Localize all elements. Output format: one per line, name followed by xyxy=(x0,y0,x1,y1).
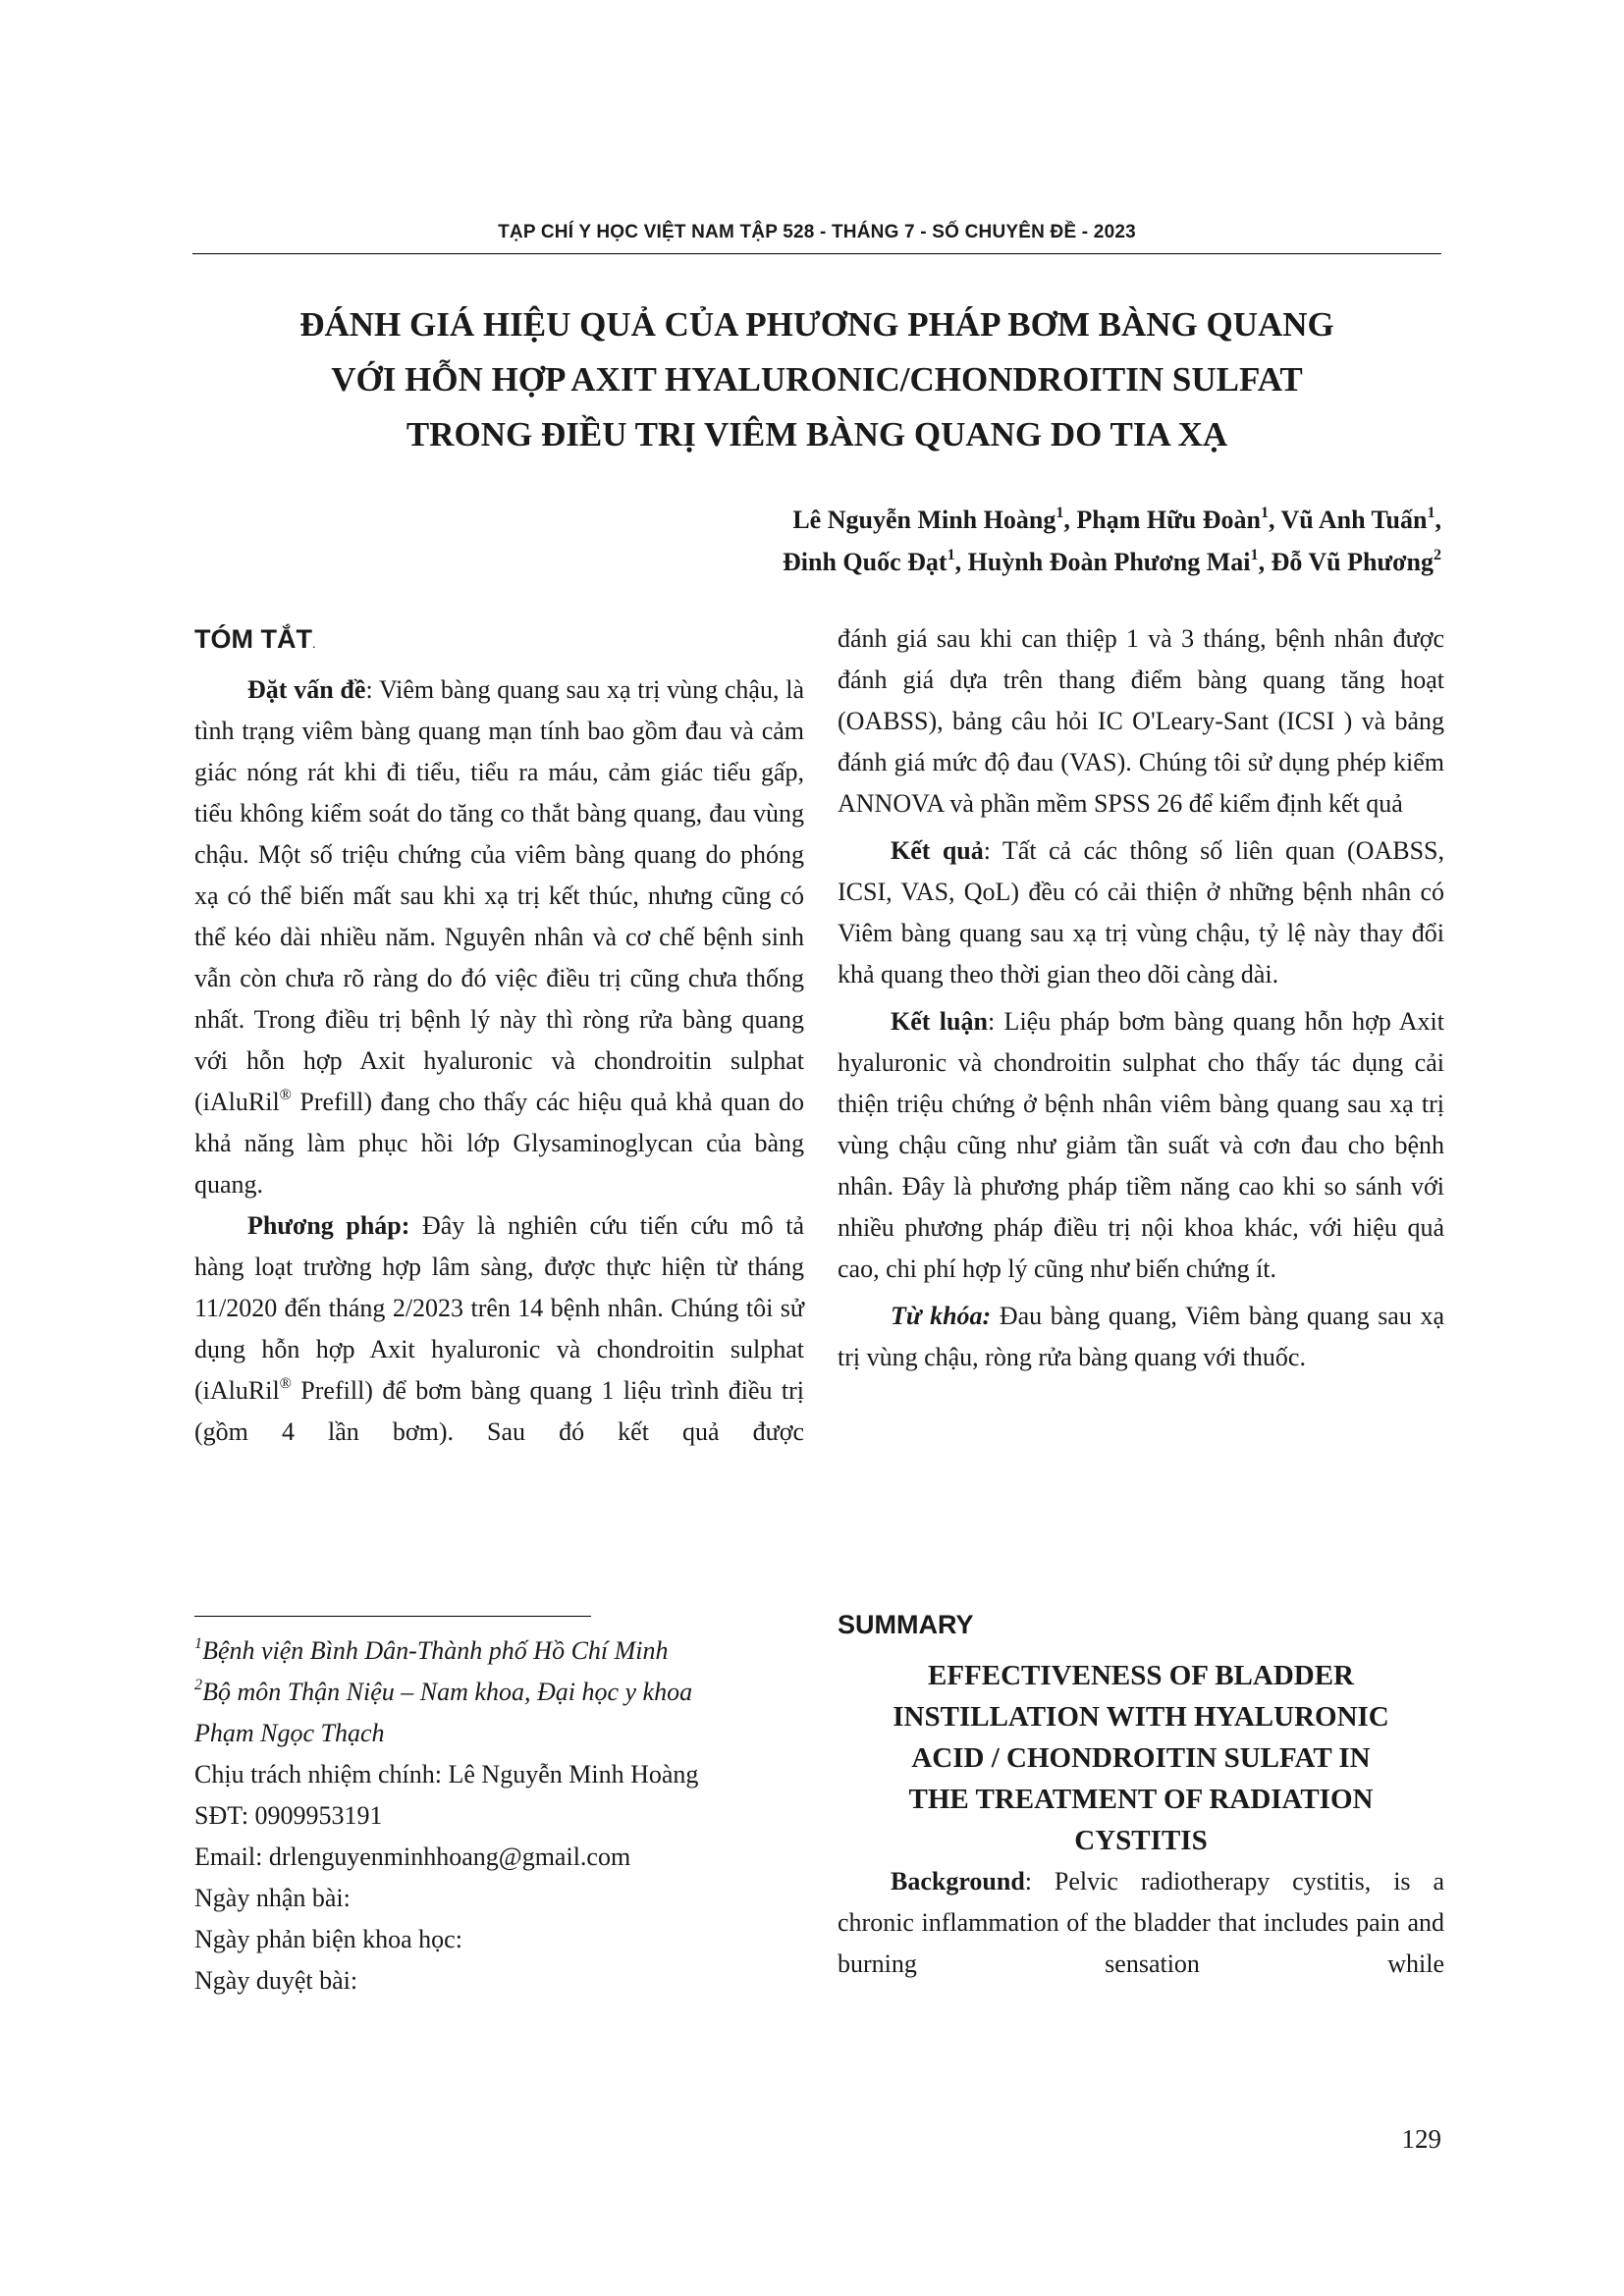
date-received: Ngày nhận bài: xyxy=(194,1884,351,1912)
affiliation-2 xyxy=(194,1672,804,1713)
author-separator: , xyxy=(954,548,968,576)
affiliation-marker: 1 xyxy=(194,1634,203,1652)
affiliation-text: Bộ môn Thận Niệu – Nam khoa, Đại học y khoa xyxy=(202,1678,693,1706)
author-name: Phạm Hữu Đoàn xyxy=(1076,506,1261,534)
author-line-2 xyxy=(783,541,1441,583)
author-list xyxy=(783,499,1441,583)
header-rule xyxy=(192,253,1441,254)
abstract-results xyxy=(838,830,1444,995)
results-label: Kết quả xyxy=(891,836,984,865)
article-title xyxy=(192,297,1441,462)
affiliation-marker: 1 xyxy=(1427,504,1435,521)
methods-text: Đây là nghiên cứu tiến cứu mô tả hàng loạt trường hợp lâm sàng, được thực hiện từ tháng 11/2020 đến tháng 2/2023 trên 14 bệnh nhân. Chúng tôi sử dụng hỗn hợp Axit hyaluronic và chondroitin sulphat (iAluRil xyxy=(194,1211,804,1405)
date-accepted: Ngày duyệt bài: xyxy=(194,1966,358,1995)
author-separator: , xyxy=(1258,548,1272,576)
title-line-2: VỚI HỖN HỢP AXIT HYALURONIC/CHONDROITIN SULFAT xyxy=(331,360,1303,399)
title-line-3: TRONG ĐIỀU TRỊ VIÊM BÀNG QUANG DO TIA XẠ xyxy=(406,415,1228,454)
summary-title-line: ACID / CHONDROITIN SULFAT IN xyxy=(911,1742,1371,1774)
affiliation-marker: 1 xyxy=(1056,504,1064,521)
abstract-heading: TÓM TẮT xyxy=(194,624,312,654)
affiliation-marker: 1 xyxy=(947,546,955,563)
summary-background xyxy=(838,1861,1444,1985)
author-separator: , xyxy=(1063,506,1077,534)
registered-mark: ® xyxy=(279,1086,292,1103)
summary-title-line: THE TREATMENT OF RADIATION xyxy=(908,1784,1374,1815)
author-name: Đỗ Vũ Phương xyxy=(1271,548,1434,576)
affiliation-1 xyxy=(194,1630,804,1672)
left-column xyxy=(194,618,804,1453)
keywords-text: Đau bàng quang, Viêm bàng quang sau xạ trị vùng chậu, ròng rửa bàng quang với thuốc. xyxy=(838,1302,1444,1371)
phone: SĐT: 0909953191 xyxy=(194,1801,383,1830)
affiliation-2-cont: Phạm Ngọc Thạch xyxy=(194,1719,385,1747)
affiliation-marker: 2 xyxy=(194,1676,203,1693)
affiliation-marker: 2 xyxy=(1433,546,1441,563)
corresponding-author: Chịu trách nhiệm chính: Lê Nguyễn Minh Hoàng xyxy=(194,1760,699,1789)
affiliation-text: Bệnh viện Bình Dân-Thành phố Hồ Chí Minh xyxy=(202,1636,669,1665)
summary-background-text: : Pelvic radiotherapy cystitis, is a chronic inflammation of the bladder that includes pain and burning sensation while xyxy=(838,1867,1444,1978)
summary-title-line: INSTILLATION WITH HYALURONIC xyxy=(893,1701,1389,1733)
journal-running-header: TẠP CHÍ Y HỌC VIỆT NAM TẬP 528 - THÁNG 7 - SỐ CHUYÊN ĐỀ - 2023 xyxy=(498,222,1136,242)
abstract-methods xyxy=(194,1205,804,1453)
abstract-heading-line xyxy=(194,618,804,666)
abstract-keywords xyxy=(838,1296,1444,1378)
author-name: Huỳnh Đoàn Phương Mai xyxy=(967,548,1251,576)
summary-title-line: CYSTITIS xyxy=(1074,1825,1208,1856)
author-name: Vũ Anh Tuấn xyxy=(1280,506,1428,534)
author-separator: , xyxy=(1435,506,1441,534)
abstract-methods-continued: đánh giá sau khi can thiệp 1 và 3 tháng, bệnh nhân được đánh giá dựa trên thang điểm bàng quang tăng hoạt (OABSS), bảng câu hỏi IC O'Leary-Sant (ICSI ) và bảng đánh giá mức độ đau (VAS). Chúng tôi sử dụng phép kiểm ANNOVA và phần mềm SPSS 26 để kiểm định kết quả xyxy=(838,624,1444,818)
methods-text-cont: Prefill) để bơm bàng quang 1 liệu trình điều trị (gồm 4 lần bơm). Sau đó kết quả được xyxy=(194,1376,804,1446)
abstract-conclusion xyxy=(838,1001,1444,1290)
summary-body xyxy=(838,1861,1444,1985)
summary-heading: SUMMARY xyxy=(838,1610,974,1639)
conclusion-label: Kết luận xyxy=(891,1007,988,1036)
abstract-background xyxy=(194,669,804,1205)
right-column xyxy=(838,618,1444,1378)
methods-label: Phương pháp: xyxy=(247,1211,410,1240)
author-separator: , xyxy=(1269,506,1281,534)
summary-title xyxy=(838,1655,1444,1861)
conclusion-text: : Liệu pháp bơm bàng quang hỗn hợp Axit hyaluronic và chondroitin sulphat cho thấy tác dụng cải thiện triệu chứng ở bệnh nhân viêm bàng quang sau xạ trị vùng chậu cũng như giảm tần suất và cơn đau cho bệnh nhân. Đây là phương pháp tiềm năng cao khi so sánh với nhiều phương pháp điều trị nội khoa khác, với hiệu quả cao, chi phí hợp lý cũng như biến chứng ít. xyxy=(838,1007,1444,1283)
registered-mark: ® xyxy=(279,1374,292,1392)
background-text-cont: Prefill) đang cho thấy các hiệu quả khả quan do khả năng làm phục hồi lớp Glysaminoglycan của bàng quang. xyxy=(194,1088,804,1199)
footnote-rule xyxy=(194,1616,591,1617)
keywords-label: Từ khóa: xyxy=(891,1302,992,1330)
summary-title-line: EFFECTIVENESS OF BLADDER xyxy=(927,1660,1354,1691)
summary-background-label: Background xyxy=(891,1867,1025,1896)
author-name: Đinh Quốc Đạt xyxy=(782,548,947,576)
background-label: Đặt vấn đề xyxy=(247,675,366,704)
results-text: : Tất cả các thông số liên quan (OABSS, ICSI, VAS, QoL) đều có cải thiện ở những bệnh nhân có Viêm bàng quang sau xạ trị vùng chậu, tỷ lệ này thay đổi khả quang theo thời gian theo dõi càng dài. xyxy=(838,836,1444,988)
date-reviewed: Ngày phản biện khoa học: xyxy=(194,1925,462,1953)
background-text: : Viêm bàng quang sau xạ trị vùng chậu, là tình trạng viêm bàng quang mạn tính bao gồm đau và cảm giác nóng rát khi đi tiểu, tiểu ra máu, cảm giác tiểu gấp, tiểu không kiểm soát do tăng co thắt bàng quang, đau vùng chậu. Một số triệu chứng của viêm bàng quang do phóng xạ có thể biến mất sau khi xạ trị kết thúc, nhưng cũng có thể kéo dài nhiều năm. Nguyên nhân và cơ chế bệnh sinh vẫn còn chưa rõ ràng do đó việc điều trị cũng chưa thống nhất. Trong điều trị bệnh lý này thì ròng rửa bàng quang với hỗn hợp Axit hyaluronic và chondroitin sulphat (iAluRil xyxy=(194,675,804,1116)
author-name: Lê Nguyễn Minh Hoàng xyxy=(792,506,1056,534)
heading-dot: . xyxy=(311,637,316,652)
page-number: 129 xyxy=(1401,2124,1441,2154)
affiliation-marker: 1 xyxy=(1250,546,1259,563)
email: Email: drlenguyenminhhoang@gmail.com xyxy=(194,1842,631,1871)
footnotes xyxy=(194,1630,804,2002)
title-line-1: ĐÁNH GIÁ HIỆU QUẢ CỦA PHƯƠNG PHÁP BƠM BÀNG QUANG xyxy=(299,305,1334,344)
affiliation-marker: 1 xyxy=(1260,504,1269,521)
author-line-1 xyxy=(783,499,1441,541)
